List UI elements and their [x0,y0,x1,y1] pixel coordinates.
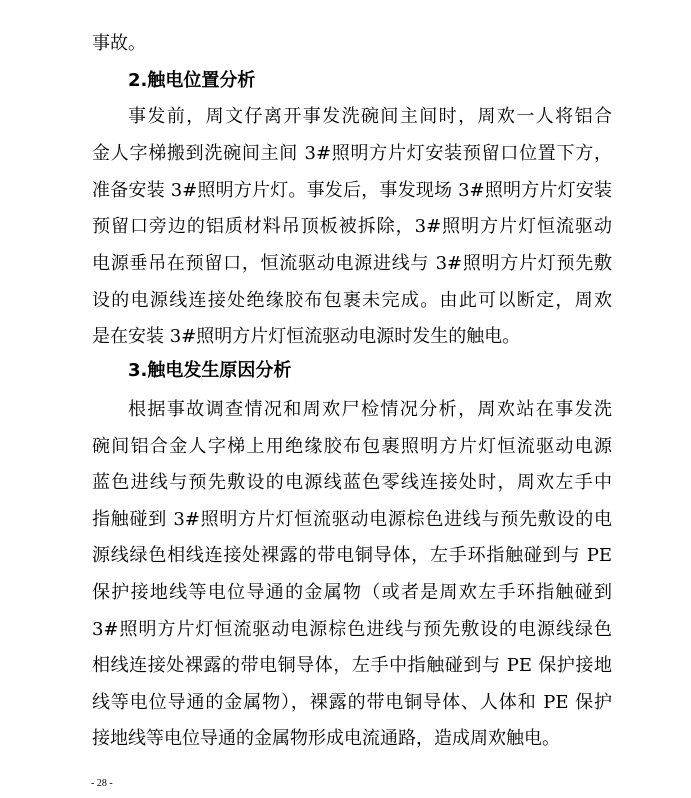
paragraph-line: 线等电位导通的金属物），裸露的带电铜导体、人体和 PE 保护 [92,692,612,713]
paragraph-line: 金人字梯搬到洗碗间主间 3#照明方片灯安装预留口位置下方， [92,143,612,164]
paragraph-line: 预留口旁边的铝质材料吊顶板被拆除，3#照明方片灯恒流驱动 [92,216,612,237]
paragraph-line: 保护接地线等电位导通的金属物（或者是周欢左手环指触碰到 [92,582,612,603]
paragraph-line: 事故。 [92,33,146,54]
paragraph-line: 接地线等电位导通的金属物形成电流通路，造成周欢触电。 [92,728,560,749]
paragraph-line: 相线连接处裸露的带电铜导体，左手中指触碰到与 PE 保护接地 [92,655,612,676]
paragraph-line: 准备安装 3#照明方片灯。事发后，事发现场 3#照明方片灯安装 [92,180,612,201]
paragraph-line: 是在安装 3#照明方片灯恒流驱动电源时发生的触电。 [92,326,521,347]
paragraph-line: 源线绿色相线连接处裸露的带电铜导体，左手环指触碰到与 PE [92,545,612,566]
paragraph-line: 事发前，周文仔离开事发洗碗间主间时，周欢一人将铝合 [128,106,612,127]
paragraph-line: 电源垂吊在预留口，恒流驱动电源进线与 3#照明方片灯预先敷 [92,253,612,274]
page-number: - 28 - [91,778,113,789]
paragraph-line: 指触碰到 3#照明方片灯恒流驱动电源棕色进线与预先敷设的电 [92,509,612,530]
paragraph-line: 根据事故调查情况和周欢尸检情况分析，周欢站在事发洗 [128,399,612,420]
paragraph-line: 碗间铝合金人字梯上用绝缘胶布包裹照明方片灯恒流驱动电源 [92,436,612,457]
section-heading-position: 2.触电位置分析 [128,70,256,91]
paragraph-line: 设的电源线连接处绝缘胶布包裹未完成。由此可以断定，周欢 [92,290,612,311]
paragraph-line: 蓝色进线与预先敷设的电源线蓝色零线连接处时，周欢左手中 [92,472,612,493]
paragraph-line: 3#照明方片灯恒流驱动电源棕色进线与预先敷设的电源线绿色 [92,619,612,640]
section-heading-cause: 3.触电发生原因分析 [128,360,292,381]
